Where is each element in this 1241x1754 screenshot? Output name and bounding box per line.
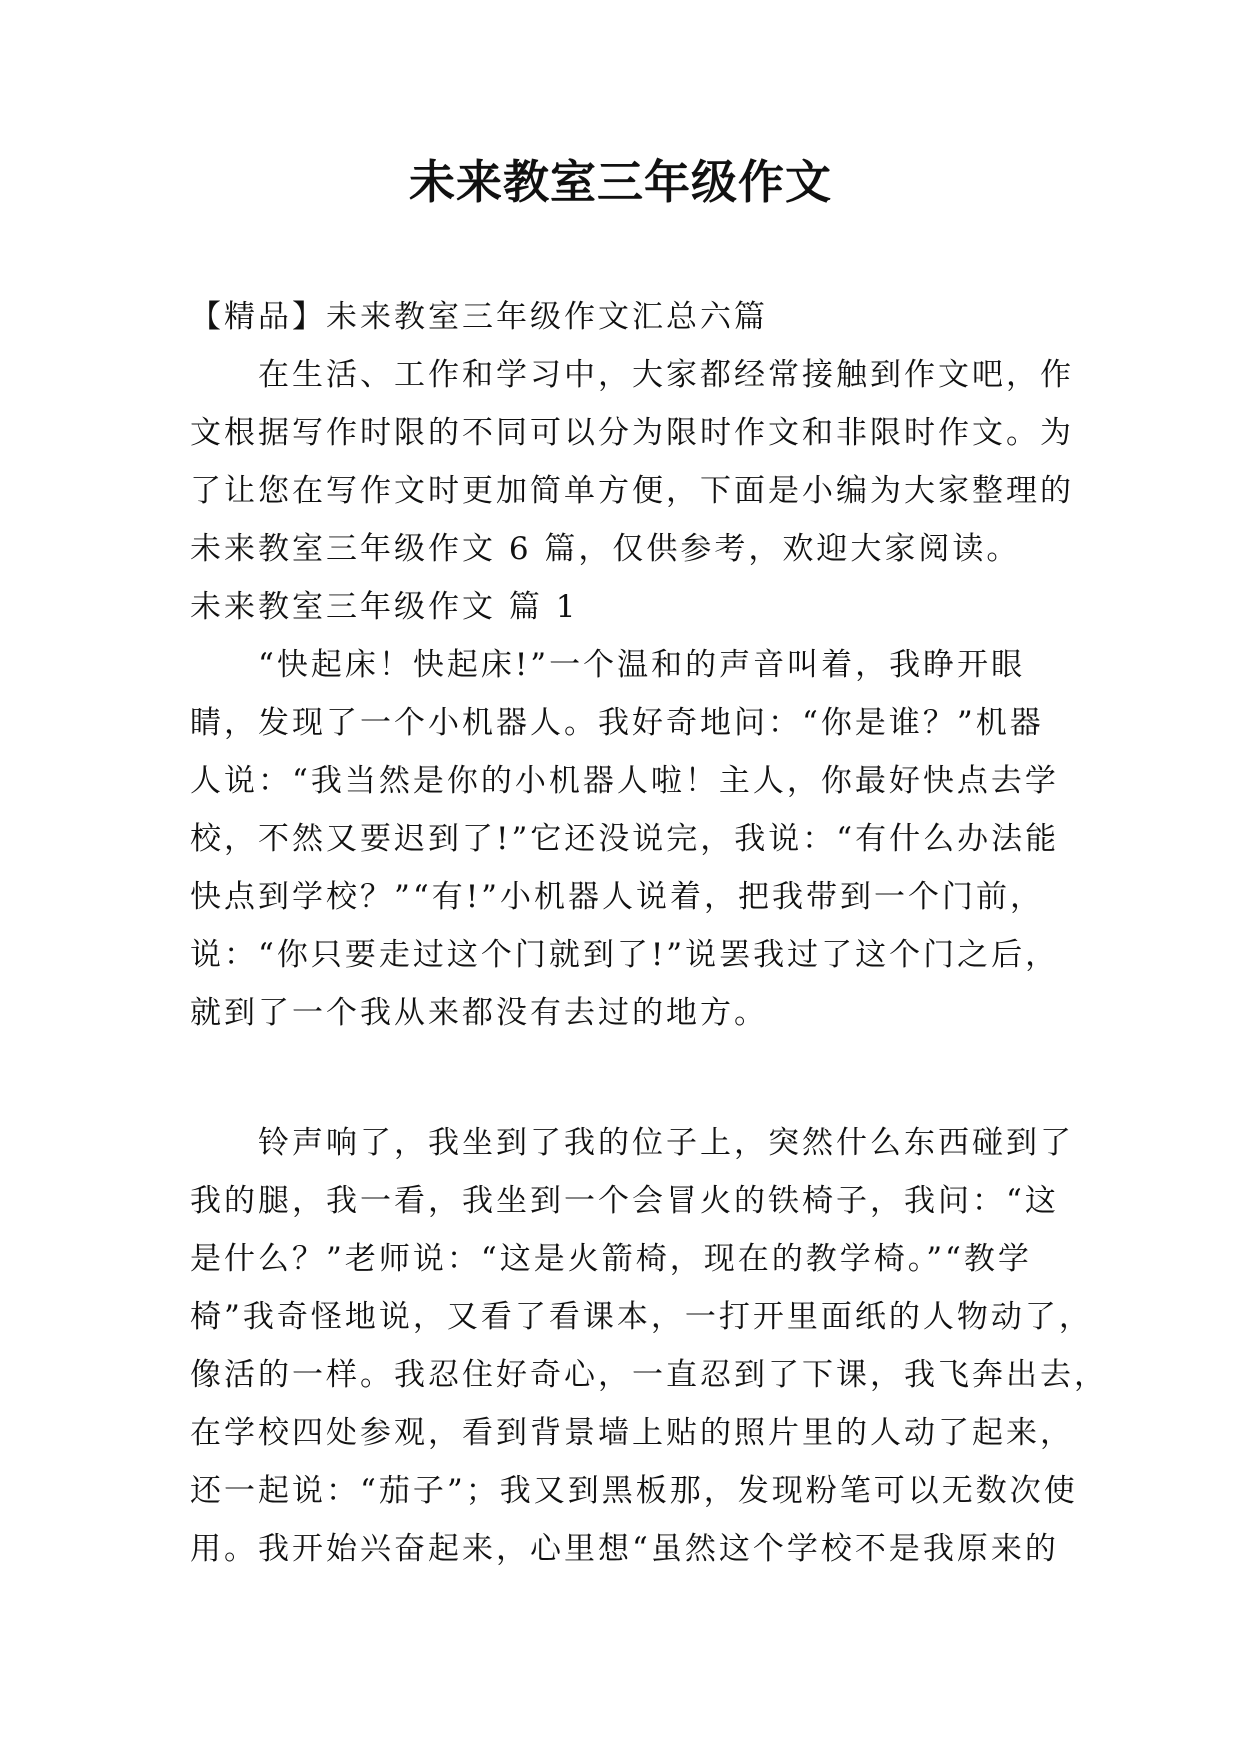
intro-line: 了让您在写作文时更加简单方便，下面是小编为大家整理的 [190, 473, 1074, 509]
paragraph-line: 说：“你只要走过这个门就到了!”说罢我过了这个门之后， [190, 937, 1060, 973]
paragraph-line: 铃声响了，我坐到了我的位子上，突然什么东西碰到了 [258, 1125, 1074, 1161]
paragraph-line: 还一起说：“茄子”；我又到黑板那，发现粉笔可以无数次使 [190, 1473, 1078, 1509]
paragraph-line: 用。我开始兴奋起来，心里想“虽然这个学校不是我原来的 [190, 1531, 1059, 1567]
document-subtitle: 【精品】未来教室三年级作文汇总六篇 [190, 299, 768, 335]
paragraph-line: 校，不然又要迟到了!”它还没说完，我说：“有什么办法能 [190, 821, 1060, 857]
paragraph-line: 在学校四处参观，看到背景墙上贴的照片里的人动了起来， [190, 1415, 1074, 1451]
paragraph-line: 人说：“我当然是你的小机器人啦！主人，你最好快点去学 [190, 763, 1059, 799]
paragraph-line: 像活的一样。我忍住好奇心，一直忍到了下课，我飞奔出去， [190, 1357, 1108, 1393]
paragraph-gap [190, 1042, 1050, 1114]
paragraph-line: 睛，发现了一个小机器人。我好奇地问：“你是谁？”机器 [190, 705, 1044, 741]
intro-line: 在生活、工作和学习中，大家都经常接触到作文吧，作 [258, 357, 1074, 393]
document-body [190, 288, 1108, 1578]
paragraph-line: 就到了一个我从来都没有去过的地方。 [190, 995, 768, 1031]
story-paragraph-1 [190, 636, 1060, 1042]
paragraph-line: 是什么？”老师说：“这是火箭椅，现在的教学椅。”“教学 [190, 1241, 1032, 1277]
paragraph-line: 我的腿，我一看，我坐到一个会冒火的铁椅子，我问：“这 [190, 1183, 1059, 1219]
intro-paragraph [190, 346, 1074, 578]
intro-line: 未来教室三年级作文 6 篇，仅供参考，欢迎大家阅读。 [190, 531, 1021, 567]
paragraph-line: 快点到学校？”“有!”小机器人说着，把我带到一个门前， [190, 879, 1044, 915]
intro-line: 文根据写作时限的不同可以分为限时作文和非限时作文。为 [190, 415, 1074, 451]
paragraph-line: “快起床！快起床!”一个温和的声音叫着，我睁开眼 [258, 647, 1026, 683]
paragraph-line: 椅”我奇怪地说，又看了看课本，一打开里面纸的人物动了， [190, 1299, 1093, 1335]
story-paragraph-2 [190, 1114, 1108, 1578]
document-title: 未来教室三年级作文 [409, 155, 832, 209]
section-heading: 未来教室三年级作文 篇 1 [190, 589, 579, 625]
